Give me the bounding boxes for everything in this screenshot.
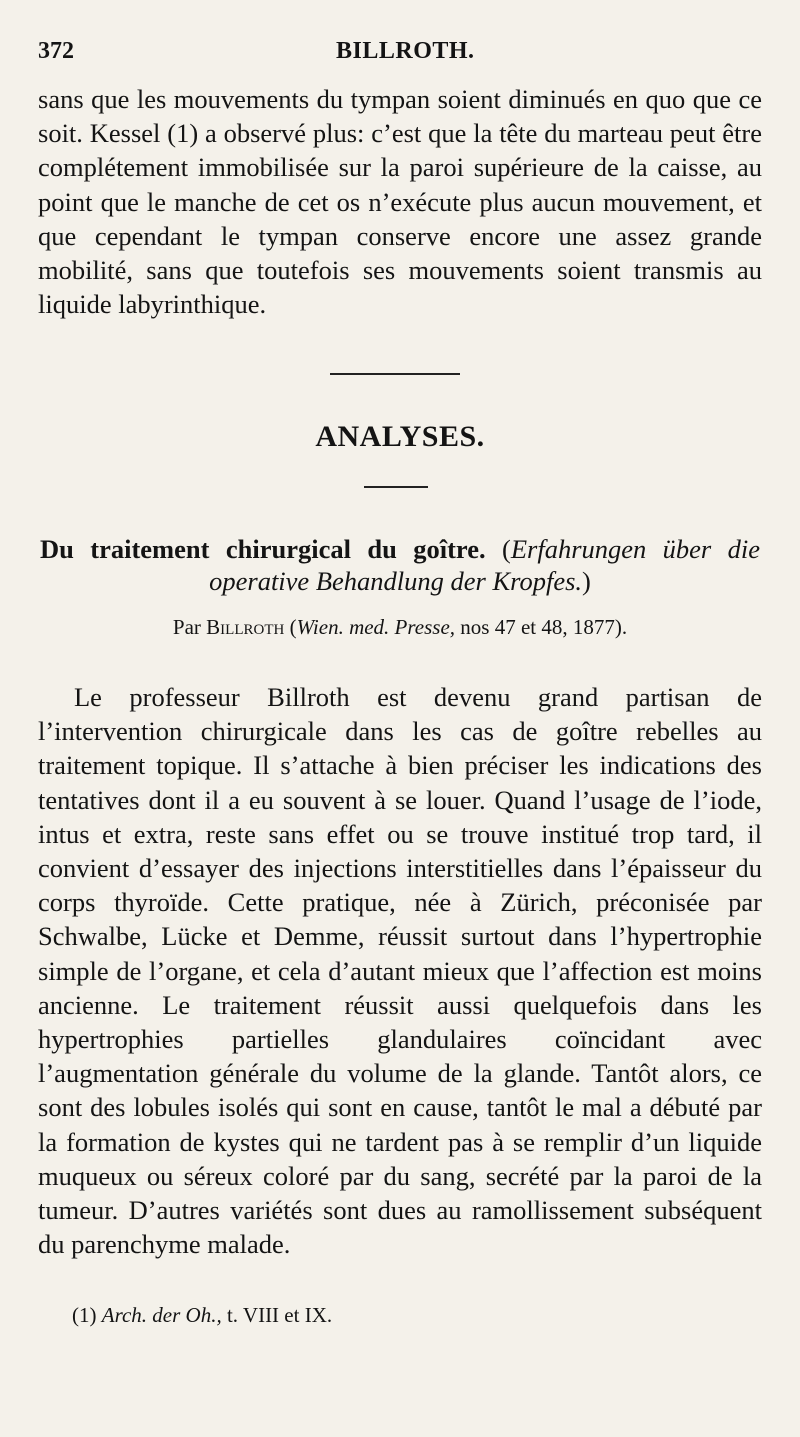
section-title: ANALYSES. bbox=[315, 420, 485, 453]
footnote-volume: t. VIII et IX. bbox=[226, 1303, 333, 1327]
article-title-translation: Erfahrungen über die operative Behandlung der Kropfes. bbox=[209, 534, 761, 596]
footnote-marker: (1) bbox=[72, 1303, 97, 1327]
footnote-source: Arch. der Oh., bbox=[101, 1303, 222, 1327]
section-rule-top bbox=[330, 373, 460, 375]
footnote bbox=[72, 1303, 332, 1328]
byline-issue: nos 47 et 48, 1877). bbox=[460, 615, 628, 639]
section-rule-bottom bbox=[364, 486, 428, 488]
article-body: Le professeur Billroth est devenu grand partisan de l’intervention chirurgicale dans les cas de goître rebelles au traitement topique. Il s’attache à bien préciser les indications des tentatives dont il a eu souvent à se louer. Quand l’usage de l’iode, intus et extra, reste sans effet ou se trouve institué trop tard, il convient d’essayer des injections interstitielles dans l’épaisseur du corps thyroïde. Cette pratique, née à Zürich, préconisée par Schwalbe, Lücke et Demme, réussit surtout dans l’hypertrophie simple de l’organe, et cela d’autant mieux que l’affection est moins ancienne. Le traitement réussit aussi quelquefois dans les hypertrophies partielles glandulaires coïncidant avec l’augmentation générale du volume de la glande. Tantôt alors, ce sont des lobules isolés qui sont en cause, tantôt le mal a débuté par la formation de kystes qui ne tardent pas à se remplir d’un liquide muqueux ou séreux coloré par du sang, secrété par la paroi de la tumeur. D’autres variétés sont dues au ramollissement subséquent du parenchyme malade. bbox=[38, 682, 762, 1260]
page-header bbox=[38, 38, 762, 78]
byline-author: Billroth bbox=[206, 615, 285, 639]
page-number: 372 bbox=[38, 38, 74, 64]
byline-par: Par bbox=[172, 615, 201, 639]
article-byline: Par Billroth (Wien. med. Presse, nos 47 et 48, 1877). bbox=[172, 615, 628, 639]
article-title: Du traitement chirurgical du goître. (Erfahrungen über die operative Behandlung der Kropfes.) bbox=[40, 534, 761, 596]
running-title: BILLROTH. bbox=[336, 38, 475, 64]
intro-paragraph: sans que les mouvements du tympan soient diminués en quo que ce soit. Kessel (1) a observé plus: c’est que la tête du marteau peut être complétement immobilisée sur la paroi supérieure de la caisse, au point que le manche de cet os n’exécute plus aucun mouvement, et que cependant le tympan conserve encore une assez grande mobilité, sans que toutefois ses mouvements soient transmis au liquide labyrinthique. bbox=[38, 84, 762, 320]
byline-journal: Wien. med. Presse, bbox=[296, 615, 456, 639]
article-title-main: Du traitement chirurgical du goître. bbox=[40, 534, 486, 564]
